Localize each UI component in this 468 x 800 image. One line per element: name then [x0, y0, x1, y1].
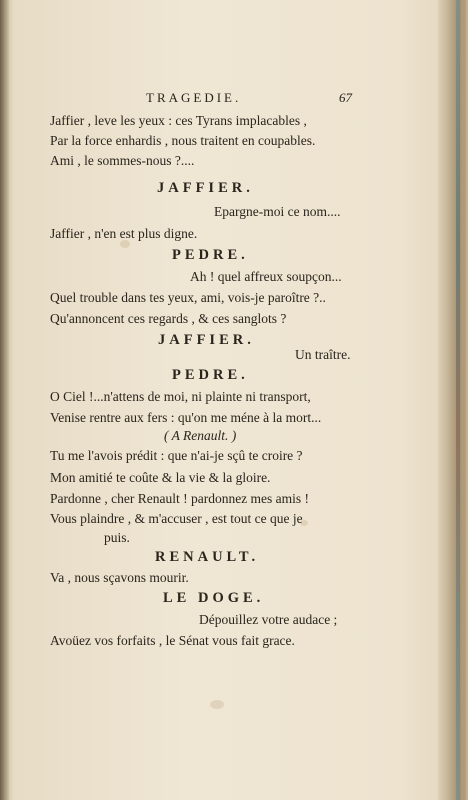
speaker-name: PEDRE.: [172, 247, 249, 263]
verse-line: Mon amitié te coûte & la vie & la gloire.: [50, 470, 271, 485]
verse-line: Va , nous sçavons mourir.: [50, 570, 189, 585]
verse-line: O Ciel !...n'attens de moi, ni plainte ni transport,: [50, 389, 311, 404]
verse-line: Un traître.: [295, 347, 351, 362]
verse-line: Qu'annoncent ces regards , & ces sanglots ?: [50, 311, 287, 326]
verse-line: Dépouillez votre audace ;: [199, 612, 338, 627]
speaker-name: PEDRE.: [172, 367, 249, 383]
running-title: TRAGEDIE.: [146, 90, 242, 105]
marbled-edge: [456, 0, 460, 800]
speaker-name: JAFFIER.: [158, 332, 255, 348]
verse-line: Ah ! quel affreux soupçon...: [190, 269, 342, 284]
verse-line: Quel trouble dans tes yeux, ami, vois-je paroître ?..: [50, 290, 326, 305]
verse-line: Tu me l'avois prédit : que n'ai-je sçû te croire ?: [50, 448, 303, 463]
verse-line: Jaffier , leve les yeux : ces Tyrans implacables ,: [50, 113, 307, 128]
verse-line: Vous plaindre , & m'accuser , est tout ce que je: [50, 511, 303, 526]
verse-line: puis.: [104, 530, 130, 545]
verse-line: Venise rentre aux fers : qu'on me méne à la mort...: [50, 410, 322, 425]
speaker-name: RENAULT.: [155, 549, 260, 565]
verse-line: Ami , le sommes-nous ?....: [50, 153, 195, 168]
verse-line: Jaffier , n'en est plus digne.: [50, 226, 198, 241]
speaker-name: JAFFIER.: [157, 180, 254, 196]
verse-line: Pardonne , cher Renault ! pardonnez mes amis !: [50, 491, 310, 506]
page-number: 67: [339, 90, 352, 105]
speaker-name: LE DOGE.: [163, 590, 265, 606]
cover-edge: [463, 0, 466, 800]
verse-line: Epargne-moi ce nom....: [214, 204, 341, 219]
verse-line: Avoüez vos forfaits , le Sénat vous fait grace.: [50, 633, 295, 648]
stage-direction: ( A Renault. ): [164, 428, 237, 443]
verse-line: Par la force enhardis , nous traitent en coupables.: [50, 133, 316, 148]
